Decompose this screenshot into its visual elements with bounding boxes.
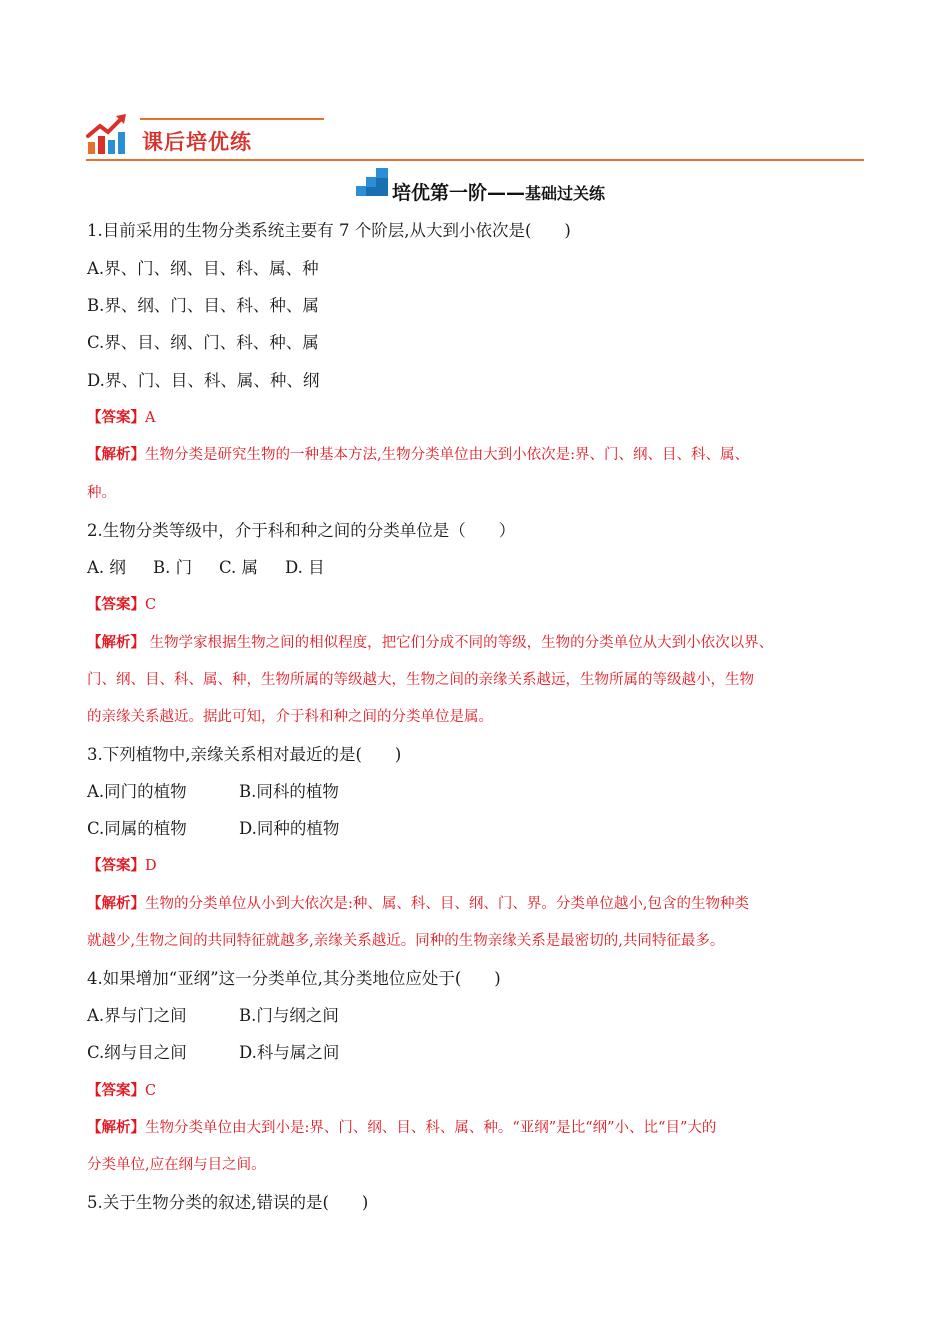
answer-value: C bbox=[145, 597, 157, 613]
question-option: B. 门 bbox=[153, 558, 193, 577]
section-heading bbox=[392, 178, 605, 205]
analysis-label: 【解析】 bbox=[87, 446, 145, 463]
options-row bbox=[87, 817, 339, 841]
answer-label: 【答案】 bbox=[87, 1082, 145, 1099]
page-header bbox=[86, 112, 864, 164]
answer-value: C bbox=[145, 1083, 157, 1099]
analysis-text: 生物的分类单位从小到大依次是:种、属、科、目、纲、门、界。分类单位越小,包含的生物种类 bbox=[145, 896, 749, 912]
question-stem: 5.关于生物分类的叙述,错误的是( ) bbox=[87, 1193, 369, 1212]
analysis-text: 就越少,生物之间的共同特征就越多,亲缘关系越近。同种的生物亲缘关系是最密切的,共同特征最多。 bbox=[87, 933, 725, 949]
answer-label: 【答案】 bbox=[87, 409, 145, 426]
question-option: A.界与门之间 bbox=[87, 1006, 187, 1025]
options-row bbox=[87, 556, 325, 580]
question-option: C.界、目、纲、门、科、种、属 bbox=[87, 333, 319, 352]
question-option: B.门与纲之间 bbox=[239, 1006, 339, 1025]
question-option: C.同属的植物 bbox=[87, 819, 187, 838]
question-stem: 3.下列植物中,亲缘关系相对最近的是( ) bbox=[87, 745, 402, 764]
header-top-line bbox=[140, 118, 324, 120]
analysis-text: 生物学家根据生物之间的相似程度，把它们分成不同的等级，生物的分类单位从大到小依次以界、 bbox=[145, 635, 774, 651]
question-option: A.界、门、纲、目、科、属、种 bbox=[87, 259, 319, 278]
analysis-line bbox=[87, 631, 773, 655]
answer-label: 【答案】 bbox=[87, 857, 145, 874]
answer-line bbox=[87, 1079, 156, 1103]
options-row bbox=[87, 780, 339, 804]
question-option: C. 属 bbox=[219, 558, 259, 577]
answer-label: 【答案】 bbox=[87, 596, 145, 613]
question-option: D.同种的植物 bbox=[239, 819, 340, 838]
answer-line bbox=[87, 854, 157, 878]
analysis-label: 【解析】 bbox=[87, 634, 145, 651]
options-row bbox=[87, 1041, 339, 1065]
analysis-line bbox=[87, 892, 749, 916]
question-option: D.科与属之间 bbox=[239, 1043, 340, 1062]
question-option: C.纲与目之间 bbox=[87, 1043, 187, 1062]
question-stem: 1.目前采用的生物分类系统主要有 7 个阶层,从大到小依次是( ) bbox=[87, 221, 571, 240]
question-option: A.同门的植物 bbox=[87, 782, 187, 801]
question-option: A. 纲 bbox=[87, 558, 126, 577]
answer-value: A bbox=[145, 410, 156, 426]
analysis-text: 生物分类单位由大到小是:界、门、纲、目、科、属、种。“亚纲”是比“纲”小、比“目”大的 bbox=[145, 1120, 717, 1136]
section-heading-sub: 基础过关练 bbox=[525, 184, 606, 203]
question-stem: 4.如果增加“亚纲”这一分类单位,其分类地位应处于( ) bbox=[87, 969, 501, 988]
answer-line bbox=[87, 406, 155, 430]
analysis-line bbox=[87, 1116, 716, 1140]
analysis-label: 【解析】 bbox=[87, 895, 145, 912]
section-title bbox=[0, 168, 950, 208]
analysis-text: 生物分类是研究生物的一种基本方法,生物分类单位由大到小依次是:界、门、纲、目、科、属、 bbox=[145, 447, 749, 463]
stairs-icon bbox=[356, 168, 388, 196]
analysis-text: 的亲缘关系越近。据此可知，介于科和种之间的分类单位是属。 bbox=[87, 709, 493, 725]
answer-line bbox=[87, 593, 156, 617]
question-option: D. 目 bbox=[285, 558, 325, 577]
header-rule bbox=[86, 159, 864, 161]
header-title: 课后培优练 bbox=[142, 130, 252, 154]
analysis-text: 分类单位,应在纲与目之间。 bbox=[87, 1157, 266, 1173]
analysis-text: 门、纲、目、科、属、种，生物所属的等级越大，生物之间的亲缘关系越远，生物所属的等级越小，生物 bbox=[87, 672, 754, 688]
question-stem: 2.生物分类等级中，介于科和种之间的分类单位是（ ） bbox=[87, 521, 516, 540]
analysis-text: 种。 bbox=[87, 485, 116, 501]
growth-chart-icon bbox=[86, 112, 132, 156]
answer-value: D bbox=[145, 858, 157, 874]
analysis-label: 【解析】 bbox=[87, 1119, 145, 1136]
question-option: D.界、门、目、科、属、种、纲 bbox=[87, 371, 320, 390]
options-row bbox=[87, 1004, 339, 1028]
question-option: B.界、纲、门、目、科、种、属 bbox=[87, 296, 319, 315]
section-heading-main: 培优第一阶—— bbox=[392, 182, 526, 204]
analysis-line bbox=[87, 443, 749, 467]
question-option: B.同科的植物 bbox=[239, 782, 339, 801]
